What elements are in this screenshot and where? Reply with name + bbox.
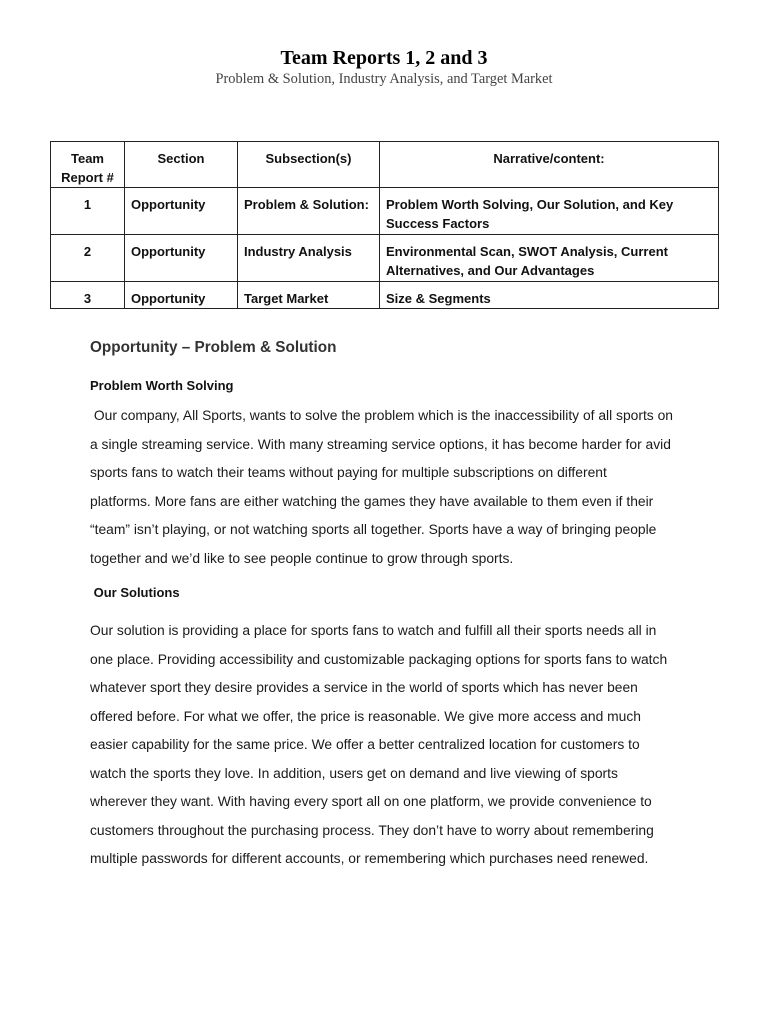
cell-section: Opportunity bbox=[125, 282, 238, 309]
team-reports-table bbox=[50, 141, 719, 309]
cell-team-report-number: 2 bbox=[51, 235, 125, 282]
cell-section: Opportunity bbox=[125, 235, 238, 282]
paragraph-line: Our company, All Sports, wants to solve the problem which is the inaccessibility of all sports on bbox=[90, 407, 673, 423]
paragraph-line: wherever they want. With having every sport all on one platform, we provide convenience to bbox=[90, 793, 652, 809]
paragraph-line: “team” isn’t playing, or not watching sports all together. Sports have a way of bringing people bbox=[90, 521, 657, 537]
paragraph-line: easier capability for the same price. We offer a better centralized location for customers to bbox=[90, 736, 640, 752]
cell-narrative: Size & Segments bbox=[380, 282, 719, 309]
table-row bbox=[51, 188, 719, 235]
cell-team-report-number: 1 bbox=[51, 188, 125, 235]
paragraph-line: watch the sports they love. In addition, users get on demand and live viewing of sports bbox=[90, 764, 618, 781]
header-narrative: Narrative/content: bbox=[380, 142, 719, 188]
section-heading: Opportunity – Problem & Solution bbox=[90, 339, 337, 356]
paragraph-line: a single streaming service. With many streaming service options, it has become harder for avid bbox=[90, 435, 671, 452]
paragraph-line: one place. Providing accessibility and customizable packaging options for sports fans to watch bbox=[90, 650, 668, 667]
problem-paragraph bbox=[90, 401, 673, 572]
problem-heading: Problem Worth Solving bbox=[90, 378, 234, 393]
header-section: Section bbox=[125, 142, 238, 188]
document-title: Team Reports 1, 2 and 3 bbox=[280, 47, 488, 69]
solution-heading: Our Solutions bbox=[90, 585, 180, 600]
cell-section: Opportunity bbox=[125, 188, 238, 235]
paragraph-line: sports fans to watch their teams without paying for multiple subscriptions on different bbox=[90, 464, 607, 480]
header-subsections: Subsection(s) bbox=[238, 142, 380, 188]
table-row bbox=[51, 282, 719, 309]
paragraph-line: customers throughout the purchasing process. They don’t have to worry about remembering bbox=[90, 821, 654, 838]
table-row bbox=[51, 235, 719, 282]
paragraph-line: together and we’d like to see people continue to grow through sports. bbox=[90, 549, 514, 566]
cell-subsections: Target Market bbox=[238, 282, 380, 309]
paragraph-line: offered before. For what we offer, the price is reasonable. We give more access and much bbox=[90, 707, 641, 724]
paragraph-line: whatever sport they desire provides a service in the world of sports which has never been bbox=[90, 679, 638, 695]
table-header-row bbox=[51, 142, 719, 188]
document-subtitle: Problem & Solution, Industry Analysis, and Target Market bbox=[215, 71, 553, 87]
paragraph-line: multiple passwords for different accounts, or remembering which purchases need renewed. bbox=[90, 850, 649, 866]
cell-subsections: Industry Analysis bbox=[238, 235, 380, 282]
cell-narrative: Problem Worth Solving, Our Solution, and Key Success Factors bbox=[380, 188, 719, 235]
paragraph-line: platforms. More fans are either watching the games they have available to them even if their bbox=[90, 492, 654, 509]
solution-paragraph bbox=[90, 616, 667, 873]
cell-narrative: Environmental Scan, SWOT Analysis, Current Alternatives, and Our Advantages bbox=[380, 235, 719, 282]
paragraph-line: Our solution is providing a place for sports fans to watch and fulfill all their sports needs all in bbox=[90, 622, 657, 638]
header-team-report-number: Team Report # bbox=[51, 142, 125, 188]
cell-team-report-number: 3 bbox=[51, 282, 125, 309]
cell-subsections: Problem & Solution: bbox=[238, 188, 380, 235]
